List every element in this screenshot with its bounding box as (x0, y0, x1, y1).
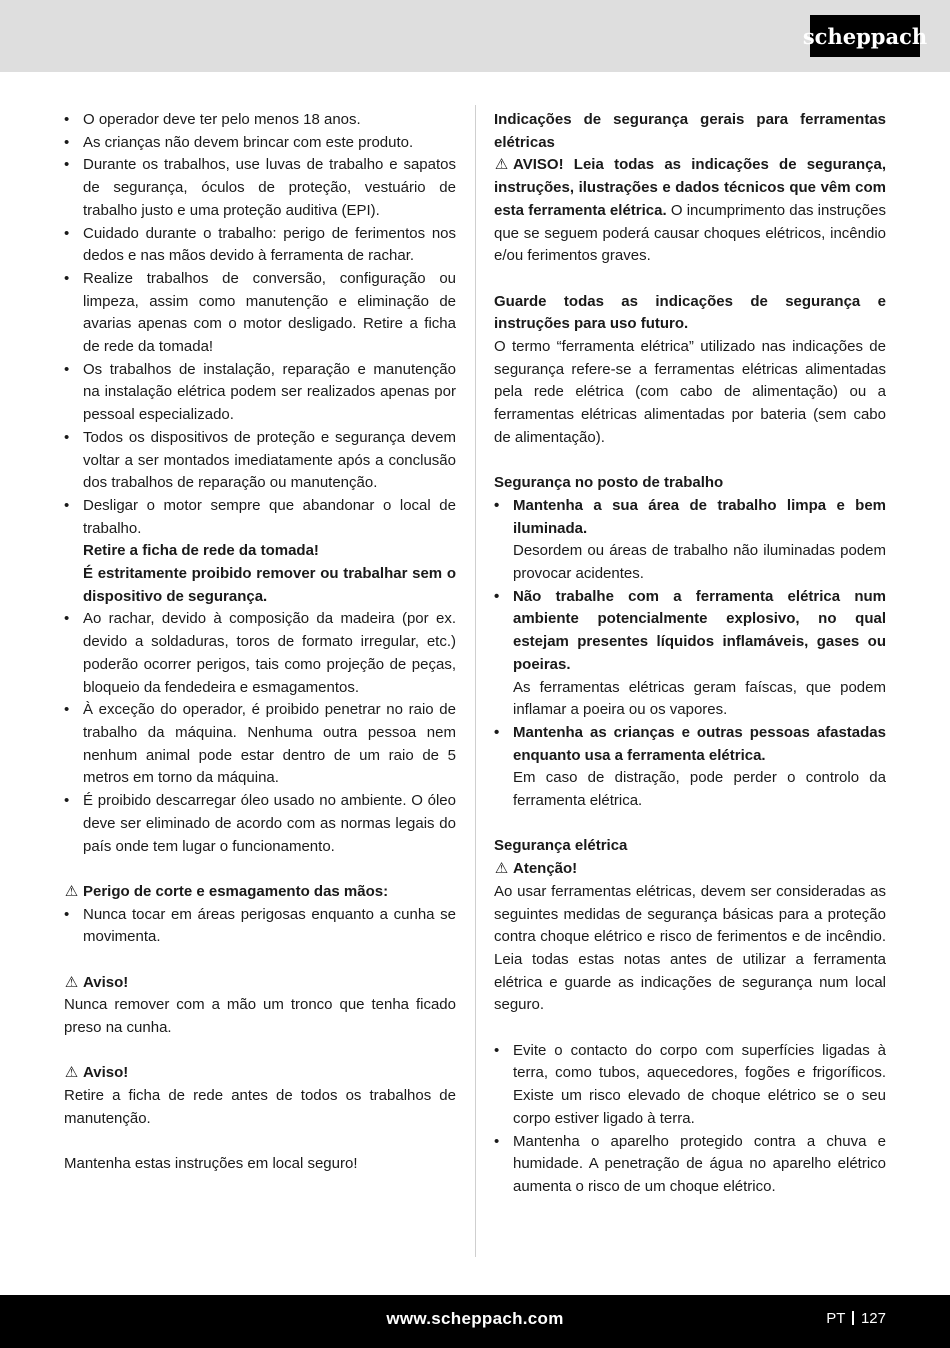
list-item: • Todos os dispositivos de proteção e segurança devem voltar a ser montados imediatamente após a conclusão dos trabalhos de reparação ou manutenção. (64, 427, 456, 495)
language-code: PT (826, 1310, 846, 1327)
warning-triangle-icon: ⚠ (64, 882, 79, 900)
warning-triangle-icon: ⚠ (64, 973, 79, 991)
list-item: • Cuidado durante o trabalho: perigo de ferimentos nos dedos e nas mãos devido à ferramenta de rachar. (64, 223, 456, 268)
column-divider (475, 105, 476, 1257)
aviso-heading-2: ⚠ Aviso! (64, 1062, 456, 1085)
attention-label: ⚠ Atenção! (494, 858, 886, 881)
page-indicator (826, 1310, 886, 1327)
warning-triangle-icon: ⚠ (494, 156, 509, 174)
page-number: 127 (860, 1310, 886, 1327)
electric-heading: Segurança elétrica (494, 837, 628, 855)
list-item: • Durante os trabalhos, use luvas de trabalho e sapatos de segurança, óculos de proteção, vestuário de trabalho justo e uma proteção auditiva (EPI). (64, 154, 456, 222)
list-item: • Mantenha as crianças e outras pessoas afastadas enquanto usa a ferramenta elétrica. Em caso de distração, pode perder o controlo da ferramenta elétrica. (494, 722, 886, 813)
motor-text: • Desligar o motor sempre que abandonar o local de trabalho. (83, 496, 456, 537)
general-aviso: ⚠ AVISO! Leia todas as indicações de segurança, instruções, ilustrações e dados técnicos que vêm com esta ferramenta elétrica. O incumprimento das instruções que se seguem poderá causar choques elétricos, incêndio e/ou ferimentos graves. (494, 156, 886, 265)
keep-instructions-text: O termo “ferramenta elétrica” utilizado nas indicações de segurança refere-se a ferramentas elétricas alimentadas pela rede elétrica (com cabo de alimentação) ou a ferramentas elétricas alimentadas por bateria (sem cabo de alimentação). (494, 338, 886, 446)
list-item: • Evite o contacto do corpo com superfícies ligadas à terra, como tubos, aquecedores, fogões e frigoríficos. Existe um risco elevado de choque elétrico se o seu corpo estiver ligado à terra. (494, 1040, 886, 1131)
motor-warning-1: Retire a ficha de rede da tomada! (83, 542, 319, 560)
list-item: • É proibido descarregar óleo usado no ambiente. O óleo deve ser eliminado de acordo com as normas legais do país onde tem lugar o funcionamento. (64, 790, 456, 858)
cut-heading: ⚠ Perigo de corte e esmagamento das mãos: (64, 881, 456, 904)
motor-warning-2: É estritamente proibido remover ou trabalhar sem o dispositivo de segurança. (83, 565, 456, 605)
warning-triangle-icon: ⚠ (64, 1064, 79, 1082)
list-item: • Não trabalhe com a ferramenta elétrica num ambiente potencialmente explosivo, no qual estejam presentes líquidos inflamáveis, gases ou poeiras. As ferramentas elétricas geram faíscas, que podem inflamar a poeira ou os vapores. (494, 586, 886, 722)
warning-triangle-icon: ⚠ (494, 860, 509, 878)
website-link[interactable]: www.scheppach.com (386, 1309, 564, 1328)
list-item: • Realize trabalhos de conversão, configuração ou limpeza, assim como manutenção e eliminação de avarias apenas com o motor desligado. Retire a ficha de rede da tomada! (64, 268, 456, 359)
list-item: • Ao rachar, devido à composição da madeira (por ex. devido a soldaduras, toros de formato irregular, etc.) poderão ocorrer perigos, tais como projeção de peças, bloqueio da fendedeira e esmagamentos. (64, 608, 456, 699)
right-column (494, 109, 886, 1199)
keep-instructions-heading: Guarde todas as indicações de segurança e instruções para uso futuro. (494, 292, 886, 333)
list-item-motor (64, 495, 456, 609)
list-item: • Nunca tocar em áreas perigosas enquanto a cunha se movimenta. (64, 904, 456, 949)
list-item: • À exceção do operador, é proibido penetrar no raio de trabalho da máquina. Nenhuma outra pessoa nem nenhum animal pode estar dentro de um raio de 5 metros em torno da máquina. (64, 699, 456, 790)
electric-list (494, 1040, 886, 1199)
aviso-text-2: Retire a ficha de rede antes de todos os trabalhos de manutenção. (64, 1087, 456, 1127)
closing-note: Mantenha estas instruções em local seguro! (64, 1155, 358, 1173)
left-column (64, 109, 456, 1176)
list-item: • O operador deve ter pelo menos 18 anos. (64, 109, 456, 132)
cut-list (64, 904, 456, 949)
list-item: • As crianças não devem brincar com este produto. (64, 132, 456, 155)
electric-text: Ao usar ferramentas elétricas, devem ser consideradas as seguintes medidas de segurança básicas para a proteção contra choque elétrico e risco de ferimentos e de incêndio. Leia todas estas notas antes de utilizar a ferramenta elétrica e guarde as indicações de segurança num local seguro. (494, 882, 886, 1014)
footer-bar (0, 1295, 950, 1348)
general-safety-heading: Indicações de segurança gerais para ferramentas elétricas (494, 111, 886, 151)
list-item: • Mantenha a sua área de trabalho limpa e bem iluminada. Desordem ou áreas de trabalho não iluminadas podem provocar acidentes. (494, 495, 886, 586)
list-item: • Mantenha o aparelho protegido contra a chuva e humidade. A penetração de água no aparelho elétrico aumenta o risco de um choque elétrico. (494, 1131, 886, 1199)
brand-logo: scheppach (810, 15, 920, 57)
safety-list (64, 109, 456, 858)
aviso-text-1: Nunca remover com a mão um tronco que tenha ficado preso na cunha. (64, 996, 456, 1037)
workplace-heading: Segurança no posto de trabalho (494, 474, 724, 492)
aviso-heading-1: ⚠ Aviso! (64, 972, 456, 995)
list-item: • Os trabalhos de instalação, reparação e manutenção na instalação elétrica podem ser realizados apenas por pessoal especializado. (64, 359, 456, 427)
workplace-list (494, 495, 886, 813)
